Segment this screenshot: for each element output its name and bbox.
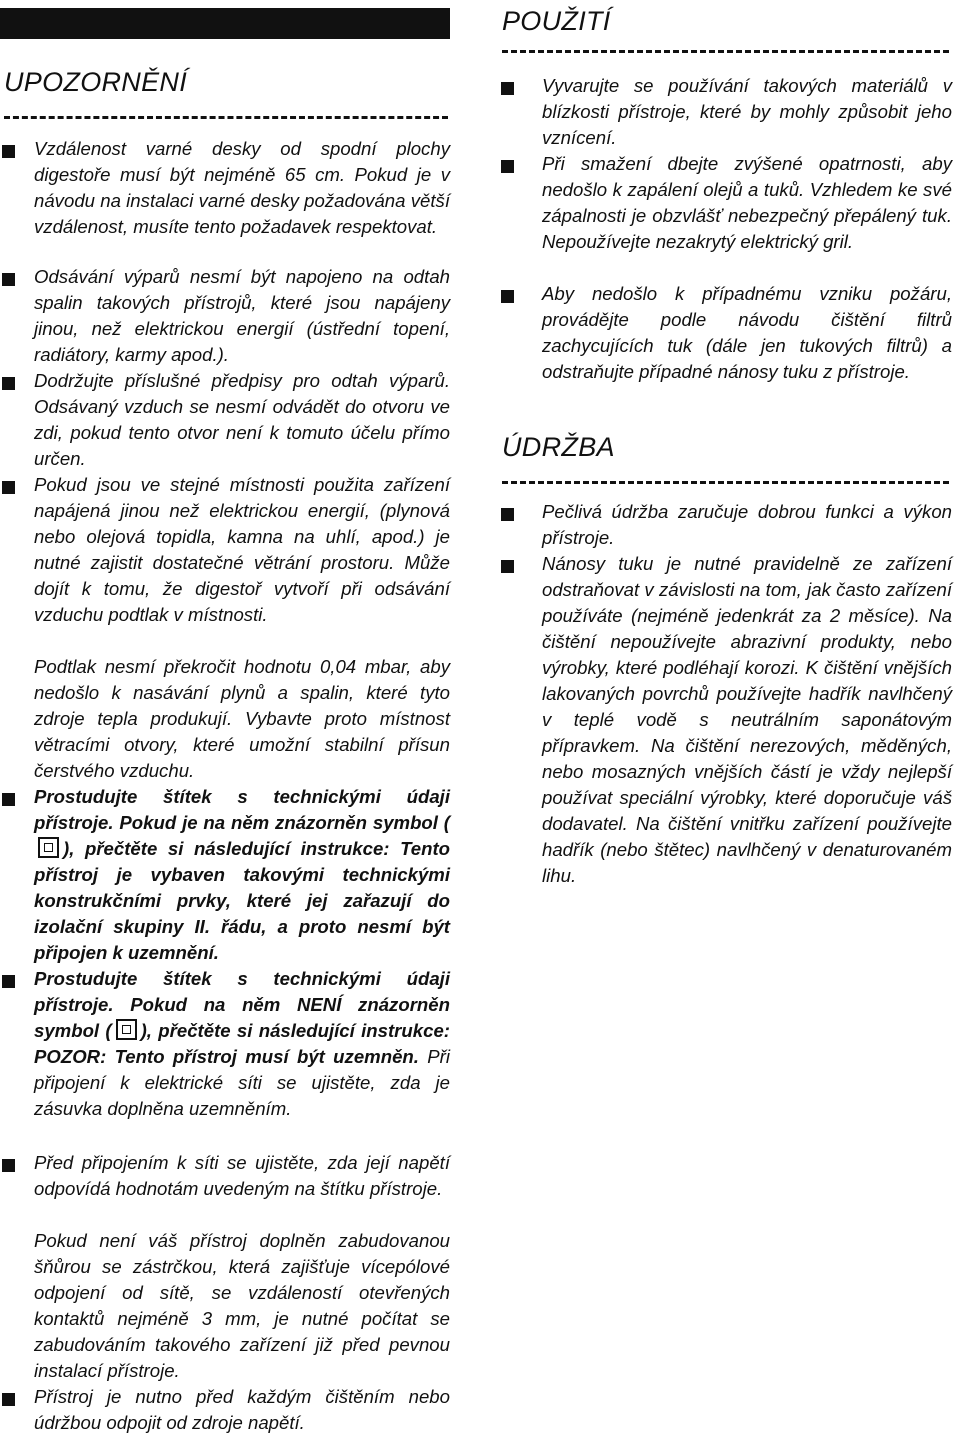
paragraph: Dodržujte příslušné předpisy pro odtah výparů. Odsávaný vzduch se nesmí odvádět do otvoru ve zdi, pokud tento otvor není k tomuto účelu přímo určen. [34, 370, 450, 469]
heading-pouziti: POUŽITÍ [502, 6, 611, 36]
paragraph: Vyvarujte se používání takových materiálů v blízkosti přístroje, které by mohly způsobit jeho vznícení. [542, 75, 952, 148]
paragraph: Nánosy tuku je nutné pravidelně ze zařízení odstraňovat v závislosti na tom, jak často zařízení používáte (nejméně jedenkrát za 2 měsíce). Na čištění nepoužívejte abrazivní produkty, nebo výrobky, které podléhají korozi. K čištění vnějších lakovaných povrchů používejte hadřík navlhčený v teplé vodě s neutrálním saponátovým přípravkem. Na čištění nerezových, měděných, nebo mosazných vnějších částí je vždy nejlepší používat speciální výrobky, které doporučuje váš dodavatel. Na čištění vnitřku zařízení používejte hadřík (nebo štětec) navlhčený v denaturovaném lihu. [542, 553, 952, 886]
paragraph: Při smažení dbejte zvýšené opatrnosti, aby nedošlo k zapálení olejů a tuků. Vzhledem ke své zápalnosti je obzvlášť nebezpečný přepálený tuk. Nepoužívejte nezakrytý elektrický gril. [542, 153, 952, 252]
bullet-marker [2, 1393, 15, 1406]
paragraph: Před připojením k síti se ujistěte, zda její napětí odpovídá hodnotám uvedeným na štítku přístroje. [34, 1152, 450, 1199]
bullet-marker [2, 145, 15, 158]
heading-rule [502, 481, 949, 484]
paragraph: Podtlak nesmí překročit hodnotu 0,04 mbar, aby nedošlo k nasávání plynů a spalin, které tyto zdroje tepla produkují. Vybavte proto místnost větracími otvory, které umožní stabilní přísun čerstvého vzduchu. [34, 656, 450, 781]
paragraph: Přístroj je nutno před každým čištěním nebo údržbou odpojit od zdroje napětí. [34, 1386, 450, 1433]
paragraph-text: Prostudujte štítek s technickými údaji přístroje. Pokud je na něm znázorněn symbol ( [34, 786, 450, 833]
heading-upozorneni: UPOZORNĚNÍ [4, 67, 188, 97]
heading-rule [4, 116, 448, 119]
bullet-marker [501, 82, 514, 95]
heading-udrzba: ÚDRŽBA [502, 432, 615, 462]
double-insulation-icon [116, 1019, 137, 1040]
bullet-marker [2, 975, 15, 988]
paragraph-grounding [34, 966, 450, 1122]
bullet-marker [2, 377, 15, 390]
paragraph: Aby nedošlo k případnému vzniku požáru, provádějte podle návodu čištění filtrů zachycujících tuk (dále jen tukových filtrů) a odstraňujte případné nánosy tuku z přístroje. [542, 283, 952, 382]
bullet-marker [501, 560, 514, 573]
bullet-marker [2, 481, 15, 494]
paragraph: Odsávání výparů nesmí být napojeno na odtah spalin takových přístrojů, které jsou napájeny jinou, než elektrickou energií (ústřední topení, radiátory, karmy apod.). [34, 266, 450, 365]
paragraph-text: Prostudujte štítek s technickými údaji přístroje. Pokud na něm NENÍ znázorněn symbol ( [34, 968, 450, 1041]
paragraph-class-ii [34, 784, 450, 966]
paragraph-text: Při připojení k elektrické síti se ujistěte, zda je zásuvka doplněna uzemněním. [34, 1046, 450, 1119]
bullet-marker [501, 160, 514, 173]
header-black-bar [0, 8, 450, 39]
paragraph: Vzdálenost varné desky od spodní plochy digestoře musí být nejméně 65 cm. Pokud je v návodu na instalaci varné desky požadována větší vzdálenost, musíte tento požadavek respektovat. [34, 138, 450, 237]
paragraph: Pokud není váš přístroj doplněn zabudovanou šňůrou se zástrčkou, která zajišťuje vícepólové odpojení od sítě, se vzdáleností otevřených kontaktů nejméně 3 mm, je nutné počítat se zabudováním takového zařízení již před pevnou instalací přístroje. [34, 1230, 450, 1381]
paragraph-text: ), přečtěte si následující instrukce: POZOR: Tento přístroj musí být uzemněn. [34, 1020, 450, 1067]
heading-rule [502, 50, 949, 53]
bullet-marker [2, 273, 15, 286]
paragraph: Pečlivá údržba zaručuje dobrou funkci a výkon přístroje. [542, 501, 952, 548]
paragraph: Pokud jsou ve stejné místnosti použita zařízení napájená jinou než elektrickou energií, (plynová nebo olejová topidla, kamna na uhlí, apod.) je nutné zajistit dostatečné větrání prostoru. Může dojít k tomu, že digestoř vytvoří při odsávání vzduchu podtlak v místnosti. [34, 474, 450, 625]
bullet-marker [501, 508, 514, 521]
bullet-marker [2, 793, 15, 806]
double-insulation-icon [38, 837, 59, 858]
bullet-marker [501, 290, 514, 303]
paragraph-text: ), přečtěte si následující instrukce: Tento přístroj je vybaven takovými technickými konstrukčními prvky, které jej zařazují do izolační skupiny II. řádu, a proto nesmí být připojen k uzemnění. [34, 838, 450, 963]
bullet-marker [2, 1159, 15, 1172]
